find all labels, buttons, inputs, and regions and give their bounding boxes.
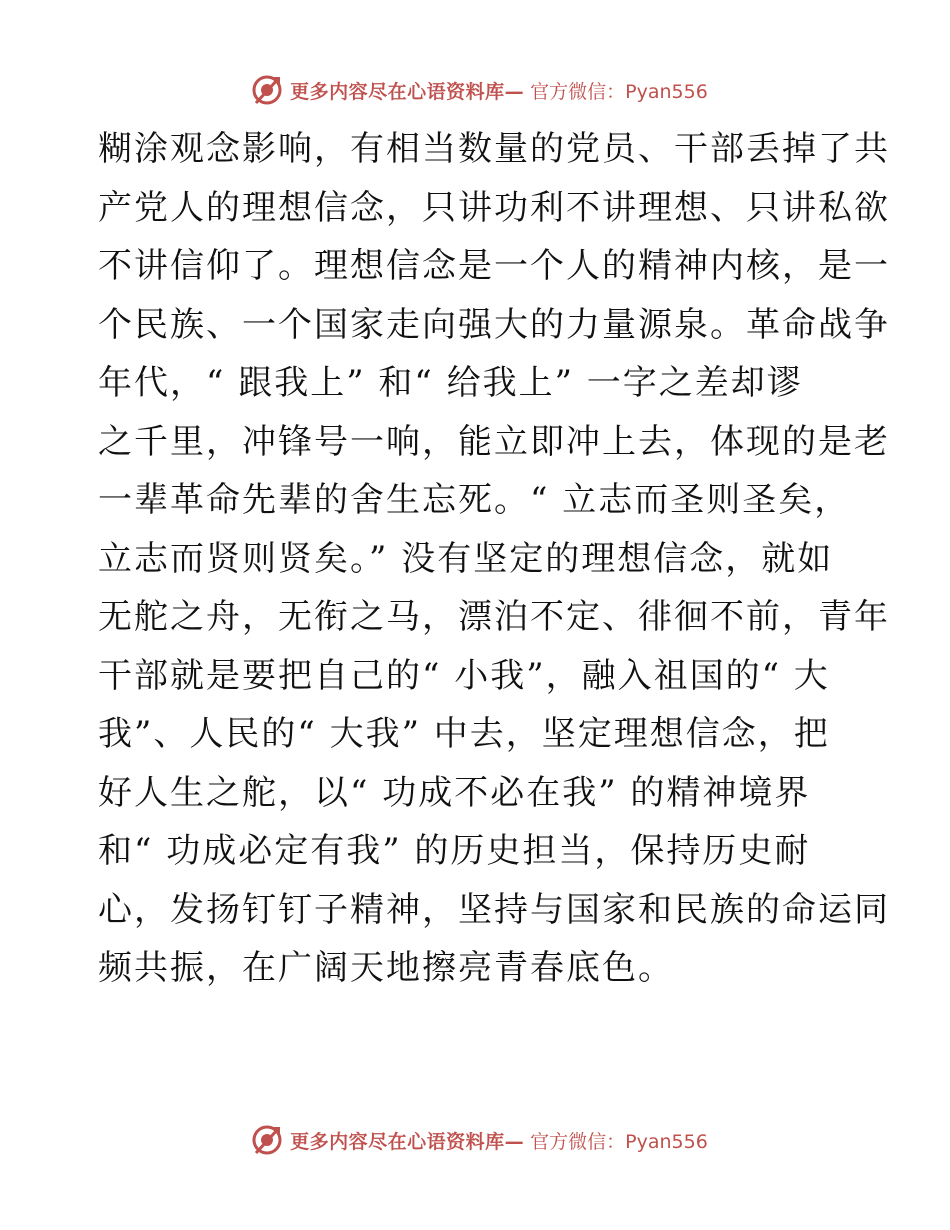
footer-banner bbox=[0, 1120, 950, 1160]
text-line: 无舵之舟，无衔之马，漂泊不定、徘徊不前，青年 bbox=[98, 597, 890, 637]
text-line: 之千里，冲锋号一响，能立即冲上去，体现的是老 bbox=[98, 421, 890, 462]
header-banner-content bbox=[250, 73, 708, 107]
quill-pen-logo-icon bbox=[250, 73, 284, 107]
text-line: 我”、人民的“ 大我” 中去，坚定理想信念，把 bbox=[98, 714, 830, 754]
text-line: 干部就是要把自己的“ 小我”，融入祖国的“ 大 bbox=[98, 655, 830, 696]
text-line: 频共振，在广阔天地擦亮青春底色。 bbox=[98, 948, 674, 988]
text-line: 和“ 功成必定有我” 的历史担当，保持历史耐 bbox=[98, 831, 811, 871]
text-line: 好人生之舵，以“ 功成不必在我” 的精神境界 bbox=[98, 772, 811, 813]
document-body bbox=[98, 120, 890, 998]
footer-banner-content bbox=[250, 1123, 708, 1157]
text-line: 不讲信仰了。理想信念是一个人的精神内核，是一 bbox=[98, 246, 890, 286]
footer-banner-text: 更多内容尽在心语资料库— bbox=[290, 1130, 525, 1153]
text-line: 产党人的理想信念，只讲功利不讲理想、只讲私欲 bbox=[98, 187, 890, 228]
header-banner bbox=[0, 70, 950, 110]
header-banner-text: 更多内容尽在心语资料库— bbox=[290, 80, 525, 103]
text-line: 年代，“ 跟我上” 和“ 给我上” 一字之差却谬 bbox=[98, 363, 803, 403]
text-line: 一辈革命先辈的舍生忘死。“ 立志而圣则圣矣， bbox=[98, 480, 851, 520]
text-line: 糊涂观念影响，有相当数量的党员、干部丢掉了共 bbox=[98, 129, 890, 169]
header-banner-wechat: 官方微信：Pyan556 bbox=[530, 80, 708, 103]
text-line: 心，发扬钉钉子精神，坚持与国家和民族的命运同 bbox=[98, 889, 890, 930]
text-line: 个民族、一个国家走向强大的力量源泉。革命战争 bbox=[98, 304, 890, 345]
quill-pen-logo-icon bbox=[250, 1123, 284, 1157]
text-line: 立志而贤则贤矣。” 没有坚定的理想信念，就如 bbox=[98, 538, 834, 579]
footer-banner-wechat: 官方微信：Pyan556 bbox=[530, 1130, 708, 1153]
